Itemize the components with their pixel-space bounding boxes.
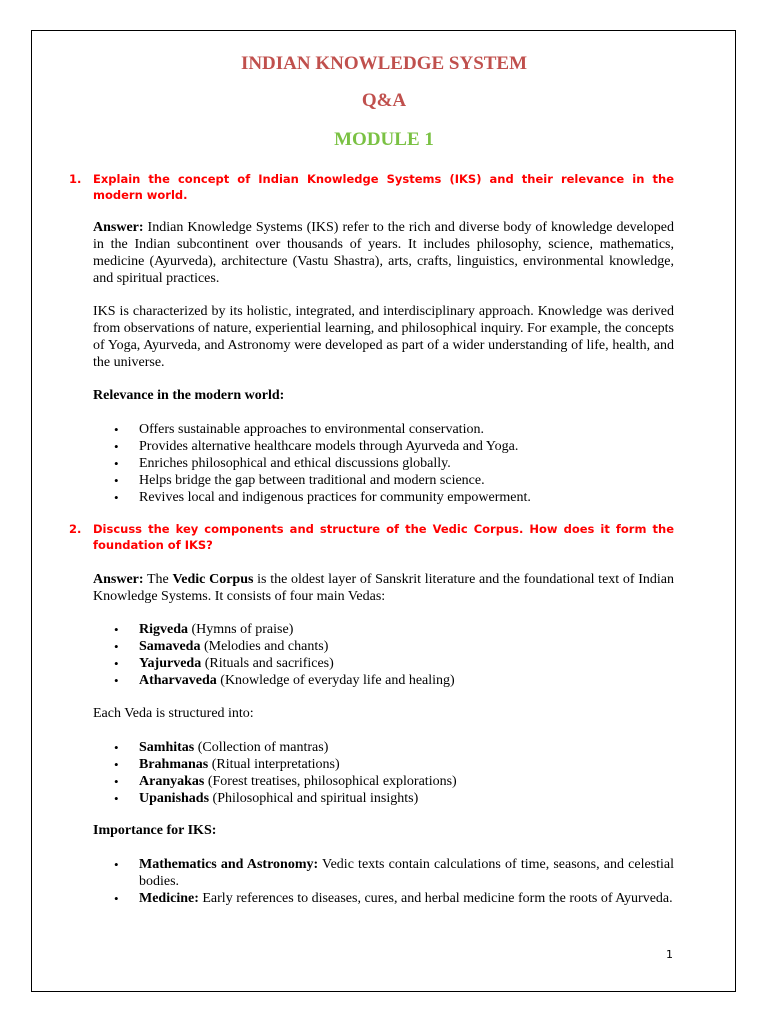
structure-name: Brahmanas [139, 757, 209, 772]
question-text: Explain the concept of Indian Knowledge Systems (IKS) and their relevance in the modern world. [93, 172, 674, 202]
structure-desc: (Philosophical and spiritual insights) [209, 791, 419, 806]
document-subtitle: Q&A [361, 90, 407, 111]
veda-desc: (Rituals and sacrifices) [201, 656, 334, 671]
veda-desc: (Knowledge of everyday life and healing) [216, 673, 455, 688]
question-number: 2. [69, 522, 82, 536]
list-item [112, 856, 674, 890]
importance-name: Medicine: [139, 891, 199, 906]
document-title: INDIAN KNOWLEDGE SYSTEM [240, 53, 528, 74]
veda-name: Samaveda [139, 639, 201, 654]
list-item [112, 773, 674, 790]
module-heading: MODULE 1 [334, 129, 434, 150]
structure-name: Aranyakas [139, 774, 205, 789]
structure-desc: (Collection of mantras) [194, 740, 329, 755]
answer-text: Indian Knowledge Systems (IKS) refer to the rich and diverse body of knowledge developed in the Indian subcontinent over thousands of years. It includes philosophy, science, mathematics, medicine (Ayurveda), architecture (Vastu Shastra), arts, crafts, linguistics, environmental knowledge, and spiritual practices. [93, 220, 674, 286]
answer-text-pre: The [143, 572, 173, 587]
question-1 [69, 171, 674, 203]
veda-name: Atharvaveda [139, 673, 217, 688]
structure-name: Upanishads [139, 791, 210, 806]
list-item [112, 890, 674, 907]
answer-1-paragraph [93, 219, 674, 287]
structure-list [112, 739, 674, 807]
relevance-heading [93, 387, 674, 404]
answer-label: Answer: [93, 220, 144, 235]
veda-desc: (Hymns of praise) [188, 622, 294, 637]
structure-intro: Each Veda is structured into: [93, 706, 254, 721]
importance-desc: Vedic texts contain calculations of time, seasons, and celestial bodies. [139, 857, 674, 889]
importance-desc: Early references to diseases, cures, and herbal medicine form the roots of Ayurveda. [198, 891, 673, 906]
list-item [112, 739, 674, 756]
list-item [112, 655, 674, 672]
importance-heading-text: Importance for IKS: [93, 823, 217, 838]
vedas-list [112, 621, 674, 689]
list-item: • Offers sustainable approaches to environmental conservation. [112, 421, 674, 438]
list-item [112, 790, 674, 807]
question-number: 1. [69, 172, 82, 186]
list-item: • Enriches philosophical and ethical discussions globally. [112, 455, 674, 472]
list-item [112, 672, 674, 689]
page-number: 1 [666, 948, 673, 961]
relevance-list [112, 421, 674, 506]
veda-desc: (Melodies and chants) [200, 639, 329, 654]
question-2 [69, 521, 674, 553]
answer-2-paragraph [93, 571, 674, 605]
relevance-heading-text: Relevance in the modern world: [93, 388, 285, 403]
list-item [112, 756, 674, 773]
structure-desc: (Ritual interpretations) [208, 757, 340, 772]
answer-text-post: is the oldest layer of Sanskrit literature and the foundational text of Indian Knowledge Systems. It consists of four main Vedas: [93, 572, 675, 604]
importance-heading [93, 822, 674, 839]
structure-name: Samhitas [139, 740, 195, 755]
structure-desc: (Forest treatises, philosophical explorations) [204, 774, 457, 789]
list-item: • Helps bridge the gap between traditional and modern science. [112, 472, 674, 489]
importance-list [112, 856, 674, 907]
answer-label: Answer: [93, 572, 144, 587]
list-item: • Provides alternative healthcare models through Ayurveda and Yoga. [112, 438, 674, 455]
veda-name: Yajurveda [139, 656, 202, 671]
veda-name: Rigveda [139, 622, 188, 637]
list-item: • Revives local and indigenous practices for community empowerment. [112, 489, 674, 506]
vedic-corpus-term: Vedic Corpus [172, 572, 254, 587]
list-item [112, 638, 674, 655]
question-text: Discuss the key components and structure of the Vedic Corpus. How does it form the foundation of IKS? [93, 522, 674, 552]
importance-name: Mathematics and Astronomy: [139, 857, 319, 872]
list-item [112, 621, 674, 638]
answer-1-paragraph-2: IKS is characterized by its holistic, integrated, and interdisciplinary approach. Knowledge was derived from observations of nature, experiential learning, and philosophical inquiry. For example, the concepts of Yoga, Ayurveda, and Astronomy were developed as part of a wider understanding of life, health, and the universe. [93, 304, 674, 370]
